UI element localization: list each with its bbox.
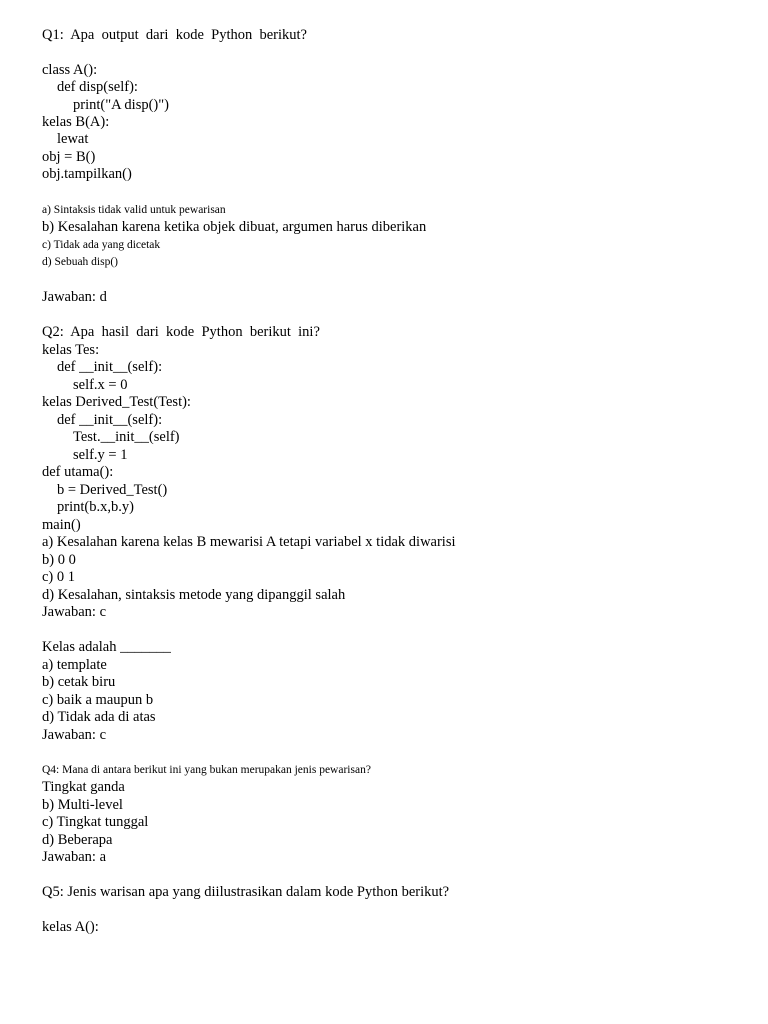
q3-option-a: a) template: [42, 657, 107, 673]
q1-code-line: kelas B(A):: [42, 114, 110, 130]
q2-code-line: kelas Derived_Test(Test):: [42, 394, 191, 410]
q4-answer: Jawaban: a: [42, 849, 107, 865]
q2-answer: Jawaban: c: [42, 604, 107, 620]
q2-option-b: b) 0 0: [42, 552, 76, 568]
q1-code-line: print("A disp()"): [73, 97, 170, 113]
q1-code-line: obj = B(): [42, 149, 96, 165]
q4-option-a: Tingkat ganda: [42, 779, 125, 795]
q2-code-line: main(): [42, 517, 81, 533]
q4-option-c: c) Tingkat tunggal: [42, 814, 149, 830]
q2-code-line: def __init__(self):: [57, 359, 163, 375]
q3-option-c: c) baik a maupun b: [42, 692, 154, 708]
q5-question: Q5: Jenis warisan apa yang diilustrasikan dalam kode Python berikut?: [42, 884, 450, 900]
q2-code-line: def utama():: [42, 464, 114, 480]
q2-code-line: kelas Tes:: [42, 342, 100, 358]
q2-option-c: c) 0 1: [42, 569, 76, 585]
q1-option-b: b) Kesalahan karena ketika objek dibuat, argumen harus diberikan: [42, 219, 427, 235]
q1-code-line: lewat: [57, 131, 89, 147]
q1-code-line: obj.tampilkan(): [42, 166, 132, 182]
q2-code-line: b = Derived_Test(): [57, 482, 168, 498]
q4-option-b: b) Multi-level: [42, 797, 123, 813]
q1-question: Q1: Apa output dari kode Python berikut?: [42, 27, 307, 43]
q2-code-line: Test.__init__(self): [73, 429, 180, 445]
q1-code-line: class A():: [42, 62, 98, 78]
q5-code-line: kelas A():: [42, 919, 99, 935]
q2-code-line: self.y = 1: [73, 447, 128, 463]
q3-answer: Jawaban: c: [42, 727, 107, 743]
q1-code-line: def disp(self):: [57, 79, 138, 95]
q2-option-a: a) Kesalahan karena kelas B mewarisi A tetapi variabel x tidak diwarisi: [42, 534, 456, 550]
q3-question: Kelas adalah _______: [42, 639, 171, 655]
q1-option-d: d) Sebuah disp(): [42, 256, 119, 268]
q2-option-d: d) Kesalahan, sintaksis metode yang dipanggil salah: [42, 587, 346, 603]
q2-code-line: print(b.x,b.y): [57, 499, 134, 515]
q4-option-d: d) Beberapa: [42, 832, 113, 848]
q2-code-line: def __init__(self):: [57, 412, 163, 428]
q1-option-c: c) Tidak ada yang dicetak: [42, 239, 161, 251]
q4-question: Q4: Mana di antara berikut ini yang bukan merupakan jenis pewarisan?: [42, 764, 371, 776]
q2-question: Q2: Apa hasil dari kode Python berikut ini?: [42, 324, 320, 340]
q1-answer: Jawaban: d: [42, 289, 107, 305]
q3-option-b: b) cetak biru: [42, 674, 116, 690]
q3-option-d: d) Tidak ada di atas: [42, 709, 156, 725]
q2-code-line: self.x = 0: [73, 377, 128, 393]
q1-option-a: a) Sintaksis tidak valid untuk pewarisan: [42, 204, 226, 216]
